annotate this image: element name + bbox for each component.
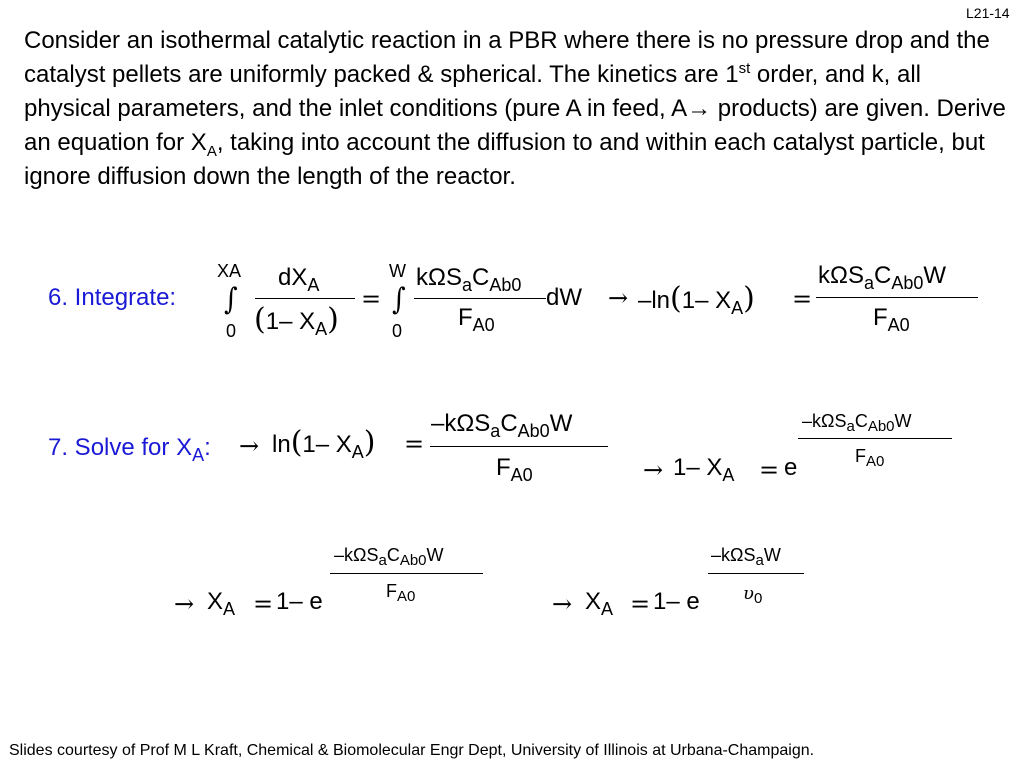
arrow: → (174, 590, 195, 618)
fraction-bar (330, 573, 483, 574)
frac-denominator: $F_{A0}$ (458, 304, 495, 335)
exponent-denominator: $F_{A0}$ (386, 581, 416, 605)
fraction-bar (816, 297, 978, 298)
frac-denominator: $F_{A0}$ (873, 304, 910, 335)
fraction-bar (255, 298, 355, 299)
equals-sign: = (792, 285, 813, 313)
x-a: $X_A$ (207, 588, 236, 619)
one-minus-x: 1– $X_A$ (673, 454, 735, 485)
frac-denominator: (1– $X_A$) (254, 302, 339, 339)
fraction-bar (798, 438, 952, 439)
frac-denominator: $F_{A0}$ (496, 454, 533, 485)
arrow: → (608, 284, 629, 312)
ln-expression: ln(1– $X_A$) (272, 425, 376, 462)
problem-statement: Consider an isothermal catalytic reaction in a PBR where there is no pressure drop and the catalyst pellets are uniformly packed & spherical. The kinetics are 1st order, and k, all physical parameters, and the inlet conditions (pure A in feed, A→ products) are given. Derive an equation for $X_A$, taking into account the diffusion to and within each catalyst particle, but ignore diffusion down the length of the reactor. (24, 27, 1006, 190)
exponent-denominator: $F_{A0}$ (855, 446, 885, 470)
equals-sign: = (361, 285, 382, 313)
integral-sign: ∫ (224, 282, 238, 318)
integral-lower-limit: 0 (392, 321, 403, 341)
frac-numerator: $dX_A$ (278, 264, 320, 295)
exponent-denominator: $\upsilon_0$ (743, 583, 763, 607)
exponent-numerator: –kΩS$_a$W (711, 545, 781, 569)
x-a: $X_A$ (585, 588, 614, 619)
equals-sign: = (759, 456, 780, 484)
arrow: → (552, 590, 573, 618)
arrow: → (239, 432, 260, 460)
one-minus-e: 1– e (653, 588, 700, 615)
exp-base: e (784, 454, 798, 481)
neg-ln-expression: –ln(1– $X_A$) (638, 281, 755, 318)
exponent-numerator: $-k\Omega S_aC_{Ab0}W$ (334, 545, 444, 569)
integral-lower-limit: 0 (226, 321, 237, 341)
fraction-bar (414, 298, 546, 299)
equals-sign: = (253, 590, 274, 618)
integral-sign: ∫ (392, 282, 406, 318)
integral-upper-limit: XA (217, 261, 242, 281)
frac-numerator: $k\Omega S_aC_{Ab0}$ (416, 264, 522, 295)
arrow: → (643, 456, 664, 484)
dw-term: dW (546, 284, 582, 311)
footer-credit: Slides courtesy of Prof M L Kraft, Chemical & Biomolecular Engr Dept, University of Illinois at Urbana-Champaign. (9, 742, 815, 759)
frac-numerator: $k\Omega S_aC_{Ab0}W$ (818, 262, 946, 293)
one-minus-e: 1– e (276, 588, 323, 615)
equals-sign: = (404, 430, 425, 458)
step7-label: 7. Solve for $X_A$: (48, 434, 211, 465)
fraction-bar (708, 573, 804, 574)
step6-label: 6. Integrate: (48, 284, 177, 311)
slide-number: L21-14 (966, 5, 1010, 21)
fraction-bar (430, 446, 608, 447)
exponent-numerator: $-k\Omega S_aC_{Ab0}W$ (802, 411, 912, 435)
integral-upper-limit: W (389, 261, 406, 281)
frac-numerator: $-k\Omega S_aC_{Ab0}W$ (431, 410, 573, 441)
equals-sign: = (630, 590, 651, 618)
